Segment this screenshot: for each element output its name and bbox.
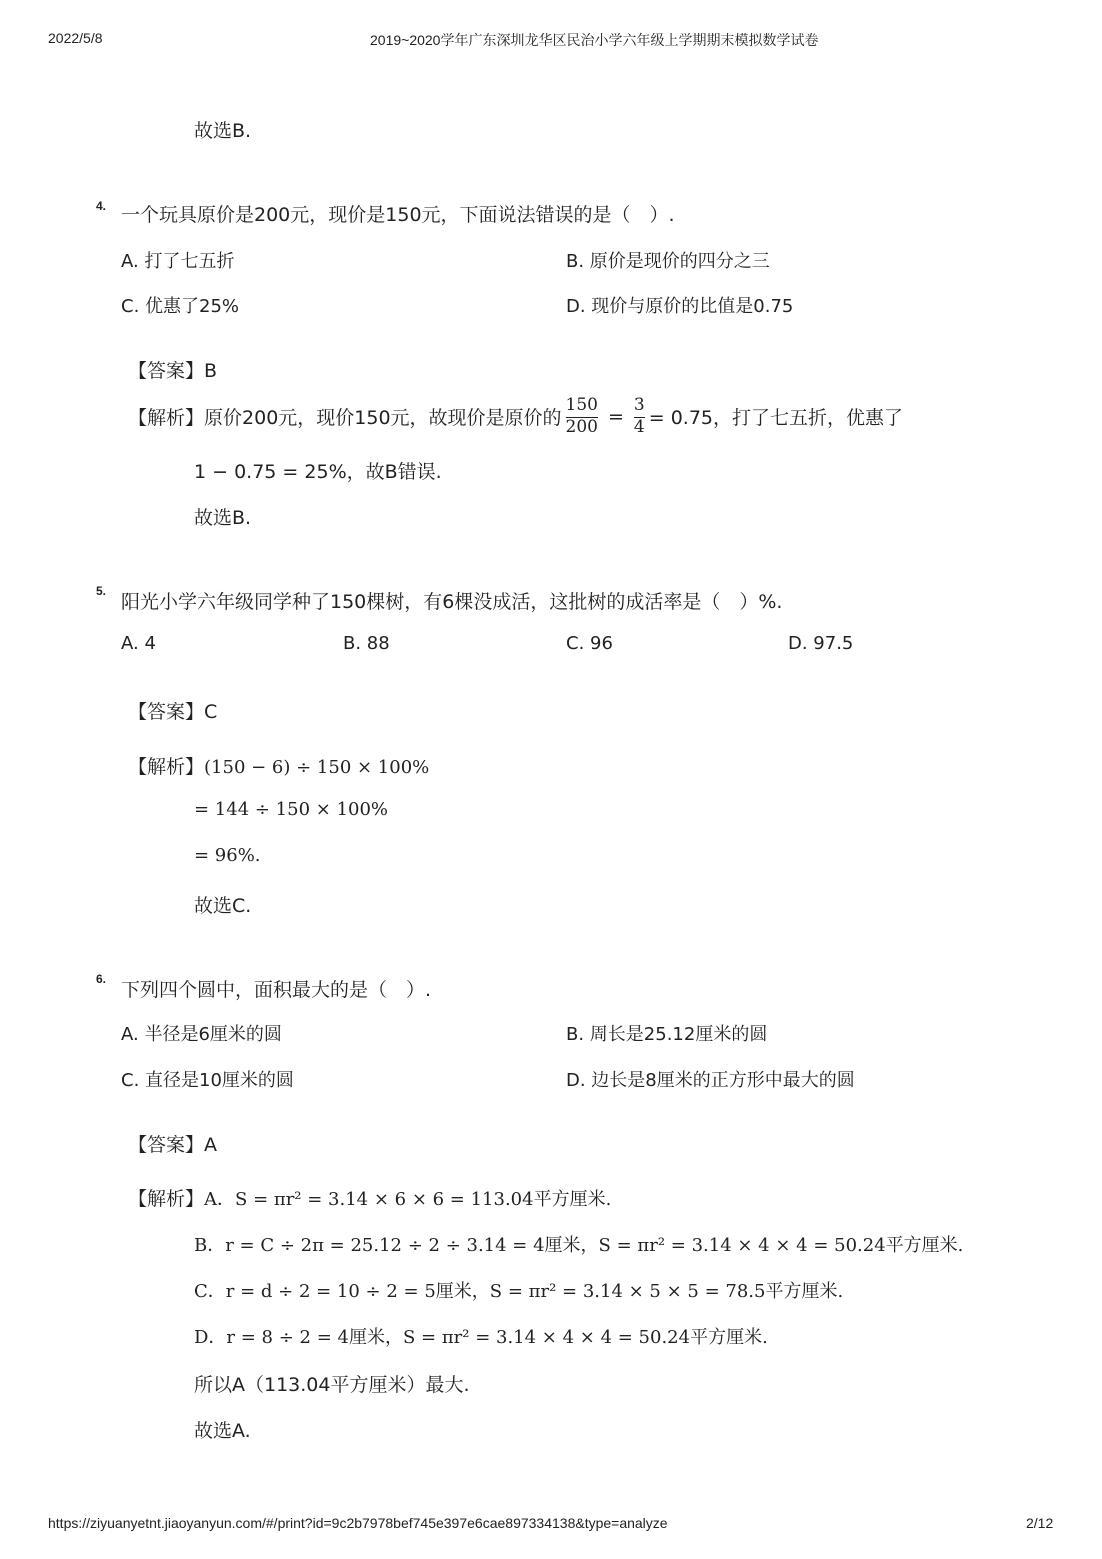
fraction-denominator: 4 [633,416,645,437]
option-d: D. 97.5 [788,633,854,654]
fraction-numerator: 3 [633,395,645,415]
answer-value: C [204,701,218,723]
analysis-line-2: B．r = C ÷ 2π = 25.12 ÷ 2 ÷ 3.14 = 4厘米，S = πr² = 3.14 × 4 × 4 = 50.24平方厘米. [194,1235,964,1256]
answer-line [128,697,217,724]
answer-label: 【答案】 [128,360,205,382]
conclusion: 故选B. [194,507,252,529]
analysis-line-3: C．r = d ÷ 2 = 10 ÷ 2 = 5厘米，S = πr² = 3.14 × 5 × 5 = 78.5平方厘米. [194,1281,844,1302]
analysis-line-1 [128,1184,611,1211]
question-number: 5. [96,584,107,598]
analysis-label: 【解析】 [128,407,205,430]
question-number: 6. [96,972,107,986]
option-b: B. 原价是现价的四分之三 [566,251,770,272]
answer-value: A [204,1134,218,1156]
analysis-line-4: D．r = 8 ÷ 2 = 4厘米，S = πr² = 3.14 × 4 × 4 = 50.24平方厘米. [194,1327,768,1348]
fraction-denominator: 200 [565,416,598,437]
question-number: 4. [96,199,107,213]
answer-line [128,1130,217,1157]
analysis-text: 原价200元，现价150元，故现价是原价的 [204,407,562,430]
analysis-line-1 [128,752,429,779]
print-date: 2022/5/8 [48,30,103,46]
footer-url: https://ziyuanyetnt.jiaoyanyun.com/#/print?id=9c2b7978bef745e397e6cae897334138&type=analyze [48,1515,668,1531]
answer-line [128,356,217,383]
math-expression: (150 − 6) ÷ 150 × 100% [204,757,430,778]
document-title: 2019~2020学年广东深圳龙华区民治小学六年级上学期期末模拟数学试卷 [370,32,819,48]
option-c: C. 直径是10厘米的圆 [121,1070,294,1091]
option-d: D. 现价与原价的比值是0.75 [566,296,794,317]
analysis-text: A．S = πr² = 3.14 × 6 × 6 = 113.04平方厘米. [204,1189,612,1210]
option-b: B. 周长是25.12厘米的圆 [566,1024,768,1045]
answer-label: 【答案】 [128,701,205,723]
conclusion: 故选A. [194,1420,251,1442]
answer-label: 【答案】 [128,1134,205,1156]
fraction-3-4 [634,397,645,437]
option-d: D. 边长是8厘米的正方形中最大的圆 [566,1070,855,1091]
fraction-150-200 [566,397,598,437]
question-stem: 下列四个圆中，面积最大的是（ ）. [121,979,432,1001]
analysis-line-2: 1 − 0.75 = 25%，故B错误. [194,461,442,483]
analysis-label: 【解析】 [128,756,205,778]
analysis-text: = 0.75，打了七五折，优惠了 [648,407,904,430]
analysis-line-2: = 144 ÷ 150 × 100% [194,799,389,820]
option-c: C. 96 [566,633,613,654]
analysis-label: 【解析】 [128,1188,205,1210]
option-c: C. 优惠了25% [121,296,240,317]
conclusion: 故选C. [194,895,252,917]
analysis-line-1 [128,397,903,437]
answer-value: B [204,360,218,382]
option-a: A. 打了七五折 [121,251,235,272]
option-a: A. 4 [121,633,156,654]
page-number: 2/12 [1026,1515,1054,1531]
question-stem: 阳光小学六年级同学种了150棵树，有6棵没成活，这批树的成活率是（ ）%. [121,591,783,613]
analysis-line-3: = 96%. [194,845,261,866]
equals-sign: = [608,405,624,428]
analysis-line-5: 所以A（113.04平方厘米）最大. [194,1374,470,1396]
fraction-numerator: 150 [565,395,598,415]
option-b: B. 88 [343,633,390,654]
question-stem: 一个玩具原价是200元，现价是150元，下面说法错误的是（ ）. [121,204,675,226]
option-a: A. 半径是6厘米的圆 [121,1024,282,1045]
previous-conclusion: 故选B. [194,120,252,142]
